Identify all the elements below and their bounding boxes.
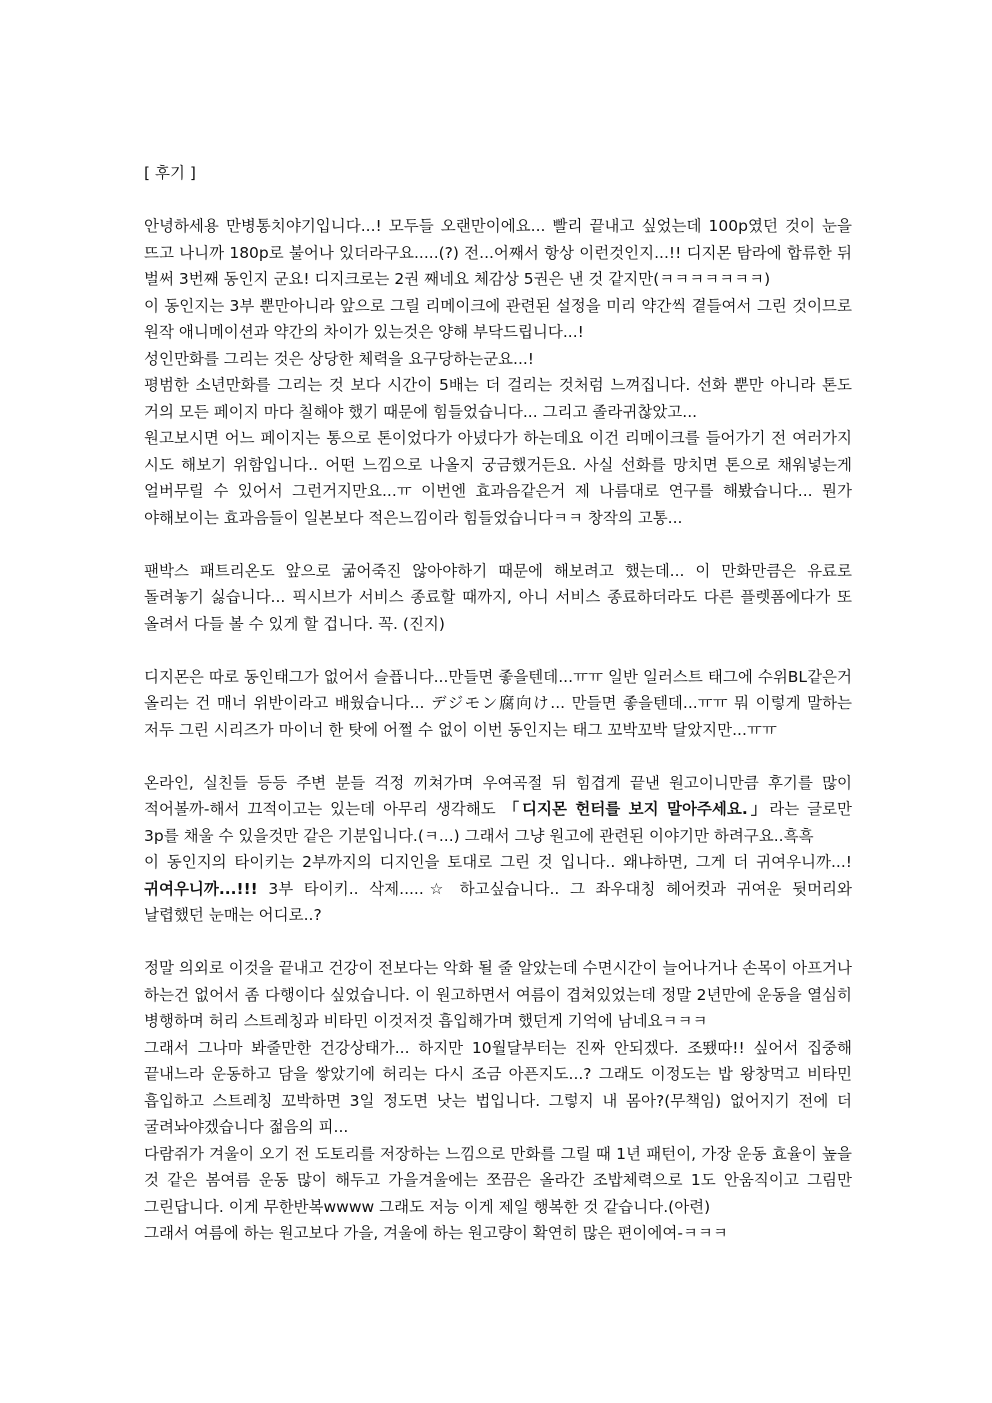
afterword-page bbox=[144, 160, 852, 1247]
paragraph-taiki-pre: 이 동인지의 타이키는 2부까지의 디지인을 토대로 그린 것 입니다.. 왜냐하면, 그게 더 귀여우니까...! bbox=[144, 853, 852, 871]
paragraph-health-october: 그래서 그나마 봐줄만한 건강상태가... 하지만 10월달부터는 진짜 안되겠다. 조뙜따!! 싶어서 집중해 끝내느라 운동하고 담을 쌓았기에 허리는 다시 조금 아픈지도...? 그래도 이정도는 밥 왕창먹고 비타민 흡입하고 스트레칭 꼬박하면 3일 정도면 낫는 법입니다. 그렇지 내 몸아?(무책임) 없어지기 전에 더 굴려놔야겠습니다 젊음의 피... bbox=[144, 1038, 852, 1136]
paragraph-hunter-bold: 「디지몬 헌터를 보지 말아주세요.」 bbox=[503, 800, 770, 818]
afterword-heading: [ 후기 ] bbox=[144, 164, 196, 182]
section-health bbox=[144, 955, 852, 1247]
paragraph-health: 정말 의외로 이것을 끝내고 건강이 전보다는 악화 될 줄 알았는데 수면시간이 늘어나거나 손목이 아프거나 하는건 없어서 좀 다행이다 싶었습니다. 이 원고하면서 여름이 겹쳐있었는데 정말 2년만에 운동을 열심히 병행하며 허리 스트레칭과 비타민 이것저것 흡입해가며 했던게 기억에 남네요ㅋㅋㅋ bbox=[144, 959, 852, 1030]
paragraph-time-spent: 평범한 소년만화를 그리는 것 보다 시간이 5배는 더 걸리는 것처럼 느껴집니다. 선화 뿐만 아니라 톤도 거의 모든 페이지 마다 칠해야 했기 때문에 힘들었습니다... 그리고 졸라귀찮았고... bbox=[144, 376, 852, 421]
section-intro bbox=[144, 213, 852, 531]
paragraph-closing: 그래서 여름에 하는 원고보다 가을, 겨울에 하는 원고량이 확연히 많은 편이에여-ㅋㅋㅋ bbox=[144, 1224, 728, 1242]
section-tags bbox=[144, 664, 852, 744]
paragraph-gap bbox=[144, 743, 852, 770]
paragraph-adult-manga: 성인만화를 그리는 것은 상당한 체력을 요구당하는군요...! bbox=[144, 349, 535, 368]
paragraph-taiki-design bbox=[144, 849, 852, 929]
paragraph-fanbox: 팬박스 패트리온도 앞으로 굶어죽진 않아야하기 때문에 해보려고 했는데... 이 만화만큼은 유료로 돌려놓기 싫습니다... 픽시브가 서비스 종료할 때까지, 아니 서비스 종료하더라도 다른 플렛폼에다가 또 올려서 다들 볼 수 있게 할 겁니다. 꼭. (진지) bbox=[144, 561, 852, 633]
paragraph-hunter-pre: 온라인, 실친들 등등 주변 분들 걱정 끼쳐가며 우여곡절 뒤 힘겹게 끝낸 원고이니만큼 후기를 많이 적어볼까-해서 끄적이고는 있는데 아무리 생각해도 bbox=[144, 773, 852, 818]
paragraph-greeting: 안녕하세용 만병통치야기입니다...! 모두들 오랜만이에요... 빨리 끝내고 싶었는데 100p였던 것이 눈을 뜨고 나니까 180p로 불어나 있더라구요.....(?) 전...어째서 항상 이런것인지...!! 디지몬 탐라에 합류한 뒤 벌써 3번째 동인지 군요! 디지크로는 2권 째네요 체감상 5권은 낸 것 같지만(ㅋㅋㅋㅋㅋㅋㅋ) bbox=[144, 217, 852, 288]
section-hunter bbox=[144, 770, 852, 929]
section-fanbox bbox=[144, 558, 852, 638]
paragraph-remake-note: 이 동인지는 3부 뿐만아니라 앞으로 그릴 리메이크에 관련된 설정을 미리 약간씩 곁들여서 그린 것이므로 원작 애니메이션과 약간의 차이가 있는것은 양해 부닥드립니다...! bbox=[144, 296, 852, 341]
paragraph-gap bbox=[144, 637, 852, 664]
paragraph-tags: 디지몬은 따로 동인태그가 없어서 슬픕니다...만들면 좋을텐데...ㅠㅠ 일반 일러스트 태그에 수위BL같은거 올리는 건 매너 위반이라고 배웠습니다... デジモン腐向け... 만들면 좋을텐데...ㅠㅠ 뭐 이렇게 말하는 저두 그린 시리즈가 마이너 한 탓에 어쩔 수 없이 이번 동인지는 태그 꼬박꼬박 달았지만...ㅠㅠ bbox=[144, 667, 852, 739]
paragraph-squirrel: 다람쥐가 겨울이 오기 전 도토리를 저장하는 느낌으로 만화를 그릴 때 1년 패턴이, 가장 운동 효율이 높을 것 같은 봄여름 운동 많이 해두고 가을겨울에는 쪼끔은 올라간 조밥체력으로 1도 안움직이고 그림만 그린답니다. 이게 무한반복wwww 그래도 저능 이게 제일 행복한 것 같습니다.(아련) bbox=[144, 1144, 852, 1216]
paragraph-tone-experiment: 원고보시면 어느 페이지는 통으로 톤이었다가 아녔다가 하는데요 이건 리메이크를 들어가기 전 여러가지 시도 해보기 위함입니다.. 어떤 느낌으로 나올지 궁금했거든요. 사실 선화를 망치면 톤으로 채워넣는게 얼버무릴 수 있어서 그런거지만요...ㅠ 이번엔 효과음같은거 제 나름대로 연구를 해봤습니다... 뭔가 야해보이는 효과음들이 일본보다 적은느낌이라 힘들었습니다ㅋㅋ 창작의 고통... bbox=[144, 429, 852, 527]
paragraph-hunter bbox=[144, 770, 852, 850]
paragraph-hunter-post: 라는 글로만 3p를 채울 수 있을것만 같은 기분입니다.(ㅋ...) 그래서 그냥 원고에 관련된 이야기만 하려구요..흑흑 bbox=[144, 800, 852, 845]
paragraph-gap bbox=[144, 531, 852, 558]
paragraph-gap bbox=[144, 929, 852, 956]
paragraph-taiki-post: 3부 타이키.. 삭제.....☆ 하고싶습니다.. 그 좌우대칭 헤어컷과 귀여운 뒷머리와 날렵했던 눈매는 어디로..? bbox=[144, 879, 852, 924]
paragraph-taiki-bold: 귀여우니까...!!! bbox=[144, 879, 258, 898]
